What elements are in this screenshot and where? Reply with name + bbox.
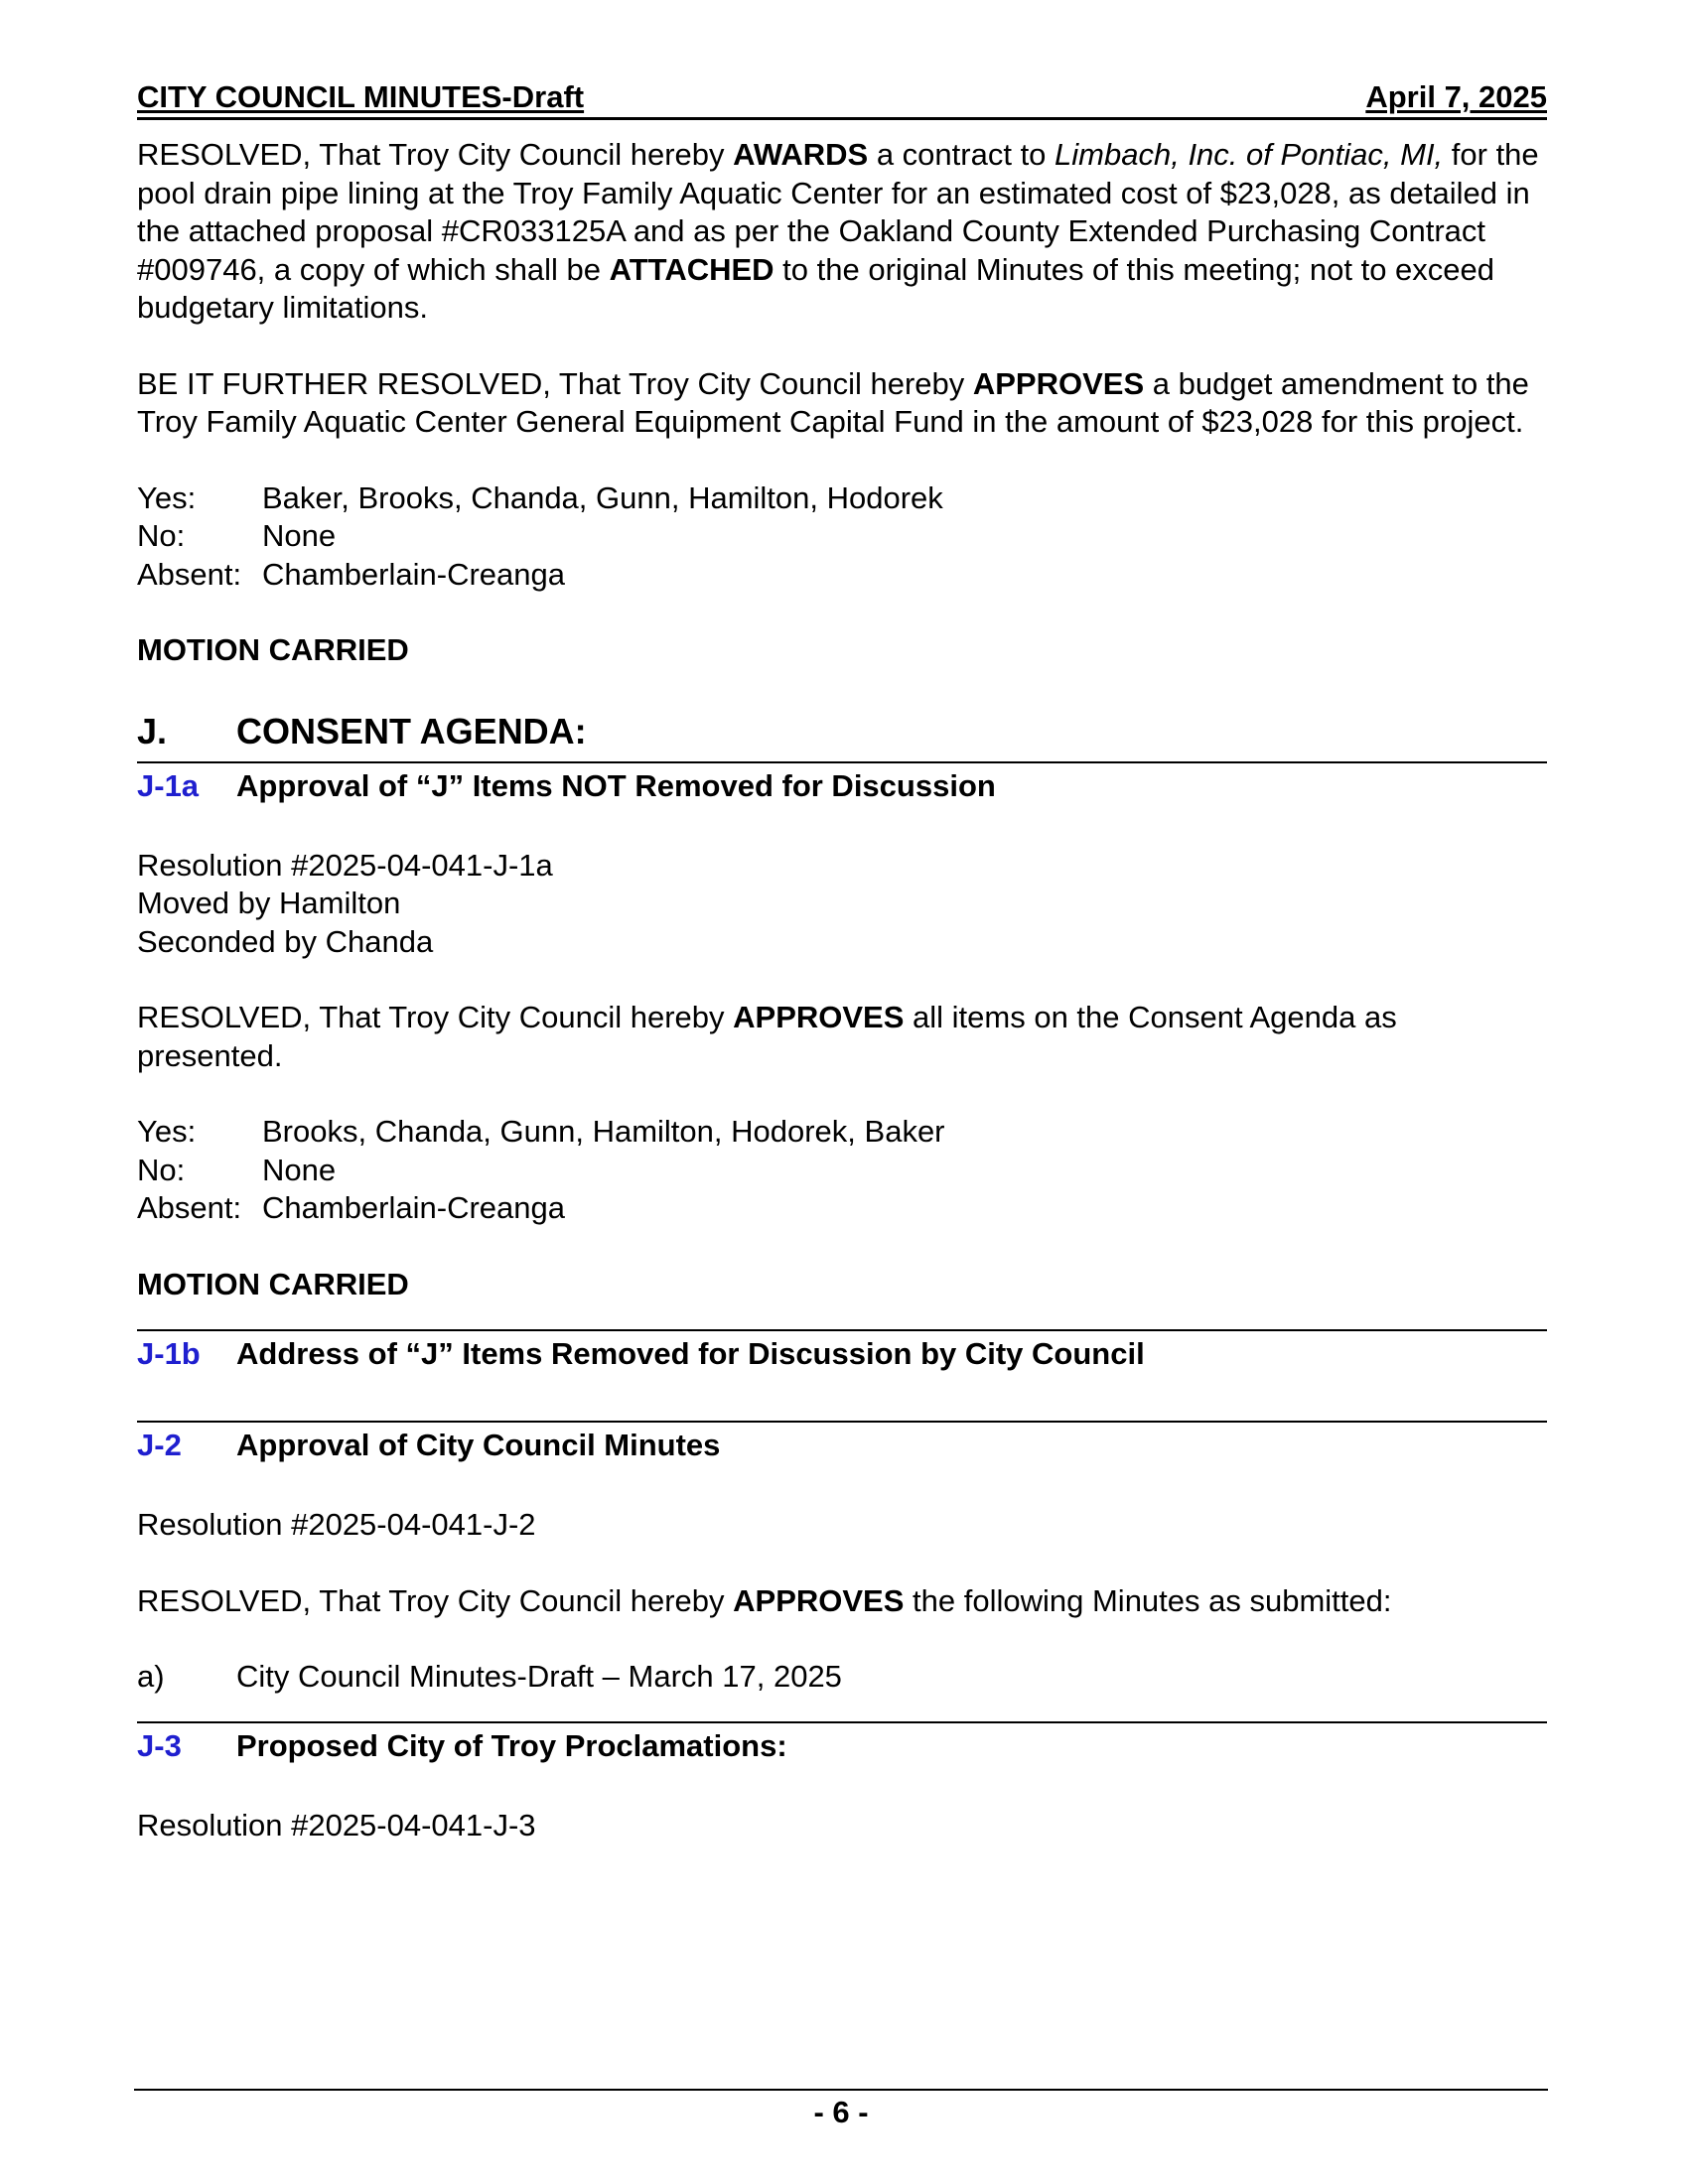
page-footer: [134, 2089, 1548, 2130]
j2-minutes-list-item: a) City Council Minutes-Draft – March 17, 2025: [137, 1659, 842, 1694]
j1a-resolved-paragraph: RESOLVED, That Troy City Council hereby APPROVES all items on the Consent Agenda as presented.: [137, 1000, 1397, 1073]
document-page: [137, 77, 1547, 1845]
page-number: - 6 -: [813, 2095, 869, 2129]
resolution-budget-paragraph: BE IT FURTHER RESOLVED, That Troy City Council hereby APPROVES a budget amendment to the Troy Family Aquatic Center General Equipment Capital Fund in the amount of $23,028 for this project.: [137, 365, 1529, 439]
j1a-resolution-info: Resolution #2025-04-041-J-1a Moved by Hamilton Seconded by Chanda: [137, 847, 553, 959]
j2-resolved-paragraph: RESOLVED, That Troy City Council hereby APPROVES the following Minutes as submitted:: [137, 1582, 1392, 1618]
page-header: [137, 77, 1547, 120]
vote-yes: Baker, Brooks, Chanda, Gunn, Hamilton, Hodorek: [262, 479, 943, 515]
vote-yes: Brooks, Chanda, Gunn, Hamilton, Hodorek, Baker: [262, 1114, 945, 1149]
vote-tally-2: Yes: Brooks, Chanda, Gunn, Hamilton, Hodorek, Baker No: None Absent: Chamberlain-Creanga: [137, 1113, 1547, 1228]
item-j3-heading: J-3 Proposed City of Troy Proclamations:: [137, 1721, 1547, 1765]
j2-resolution-number: Resolution #2025-04-041-J-2: [137, 1507, 536, 1542]
vote-no: None: [262, 518, 337, 553]
vote-tally-1: Yes: Baker, Brooks, Chanda, Gunn, Hamilton, Hodorek No: None Absent: Chamberlain-Creanga: [137, 479, 1547, 595]
vote-no: None: [262, 1152, 337, 1187]
resolution-award-paragraph: RESOLVED, That Troy City Council hereby AWARDS a contract to Limbach, Inc. of Pontiac, MI, for the pool drain pipe lining at the Troy Family Aquatic Center for an estimated cost of $23,028, as detailed in the attached proposal #CR033125A and as per the Oakland County Extended Purchasing Contract #009746, a copy of which shall be ATTACHED to the original Minutes of this meeting; not to exceed budgetary limitations.: [137, 137, 1539, 325]
header-title: CITY COUNCIL MINUTES-Draft: [137, 79, 585, 114]
item-j1b-heading: J-1b Address of “J” Items Removed for Discussion by City Council: [137, 1329, 1547, 1373]
item-j2-heading: J-2 Approval of City Council Minutes: [137, 1421, 1547, 1464]
header-date: April 7, 2025: [1365, 79, 1547, 114]
j3-resolution-number: Resolution #2025-04-041-J-3: [137, 1808, 536, 1843]
section-heading-j: J. CONSENT AGENDA:: [137, 710, 587, 751]
motion-carried-2: MOTION CARRIED: [137, 1266, 409, 1301]
item-j1a-heading: J-1a Approval of “J” Items NOT Removed for Discussion: [137, 761, 1547, 805]
motion-carried-1: MOTION CARRIED: [137, 632, 409, 667]
vote-absent: Chamberlain-Creanga: [262, 1190, 565, 1225]
vote-absent: Chamberlain-Creanga: [262, 556, 565, 592]
